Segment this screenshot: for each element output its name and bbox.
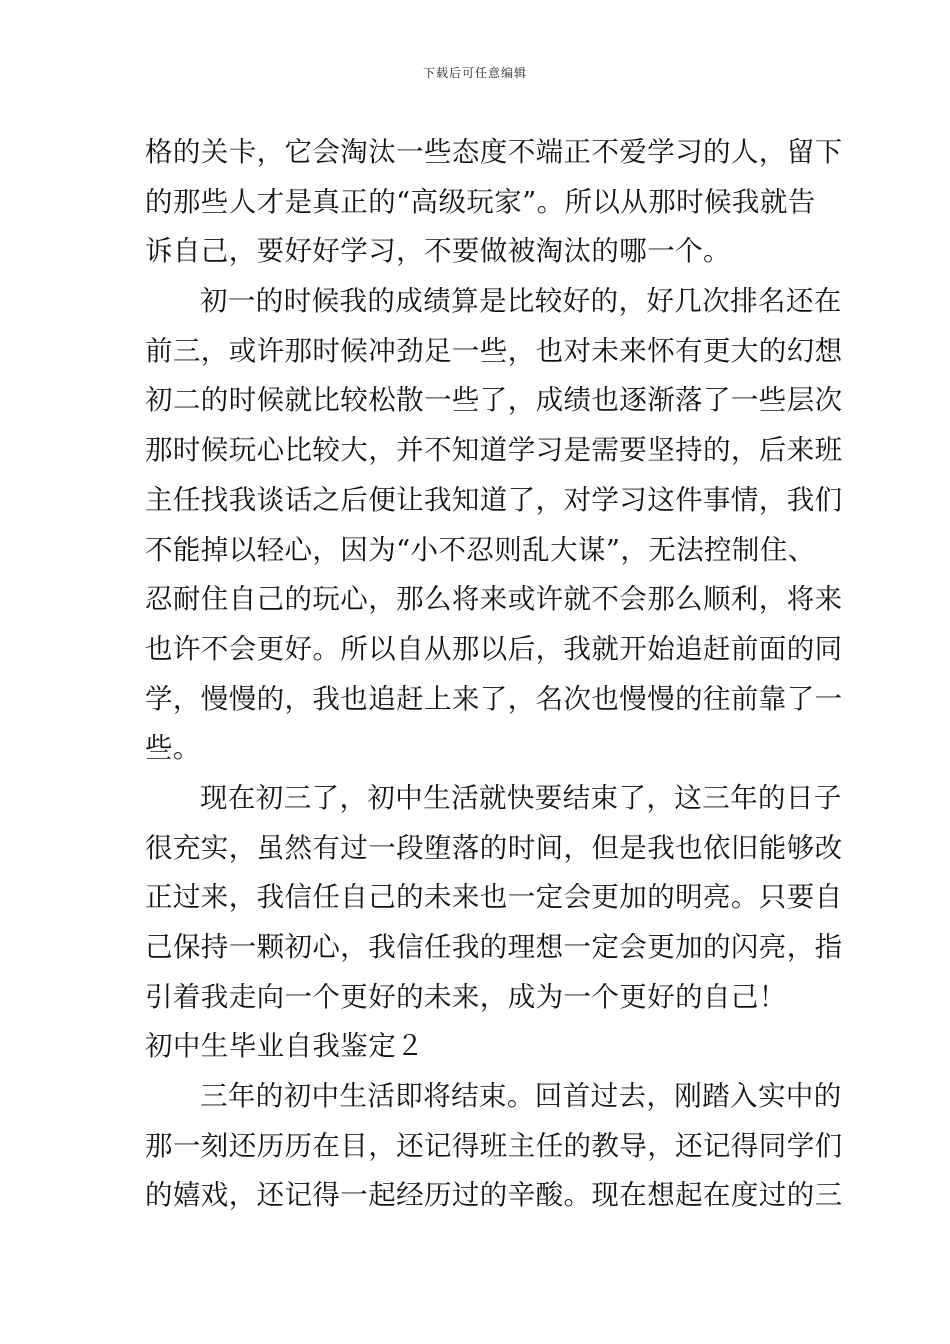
text-line: 主任找我谈话之后便让我知道了，对学习这件事情，我们 [145,483,843,516]
text-line: 的那些人才是真正的“高级玩家”。所以从那时候我就告 [145,185,816,218]
section-heading: 初中生毕业自我鉴定２ [145,1030,424,1063]
text-line: 初二的时候就比较松散一些了，成绩也逐渐落了一些层次 [145,384,843,417]
text-line: 很充实，虽然有过一段堕落的时间，但是我也依旧能够改 [145,831,843,864]
text-line: 己保持一颗初心，我信任我的理想一定会更加的闪亮，指 [145,931,843,963]
text-line: 忍耐住自己的玩心，那么将来或许就不会那么顺利，将来 [145,583,843,616]
text-line: 三年的初中生活即将结束。回首过去，刚踏入实中的 [200,1080,842,1113]
text-line: 也许不会更好。所以自从那以后，我就开始追赶前面的同 [145,632,843,665]
text-line: 那一刻还历历在目，还记得班主任的教导，还记得同学们 [145,1129,843,1162]
text-line: 学，慢慢的，我也追赶上来了，名次也慢慢的往前靠了一 [145,682,843,715]
text-line: 初一的时候我的成绩算是比较好的，好几次排名还在 [200,285,842,318]
text-line: 正过来，我信任自己的未来也一定会更加的明亮。只要自 [145,881,843,914]
document-body [145,128,843,1221]
text-line: 些。 [145,732,201,765]
text-line: 诉自己，要好好学习，不要做被淘汰的哪一个。 [145,235,731,268]
text-line: 引着我走向一个更好的未来，成为一个更好的自己！ [145,980,787,1013]
text-line: 现在初三了，初中生活就快要结束了，这三年的日子 [200,781,842,814]
text-line: 的嬉戏，还记得一起经历过的辛酸。现在想起在度过的三 [145,1179,843,1212]
text-line: 前三，或许那时候冲劲足一些，也对未来怀有更大的幻想 [145,334,843,367]
text-line: 格的关卡，它会淘汰一些态度不端正不爱学习的人，留下 [145,136,843,168]
page-header: 下载后可任意编辑 [422,66,527,80]
text-line: 不能掉以轻心，因为“小不忍则乱大谋”，无法控制住、 [145,533,816,566]
text-line: 那时候玩心比较大，并不知道学习是需要坚持的，后来班 [145,434,843,467]
